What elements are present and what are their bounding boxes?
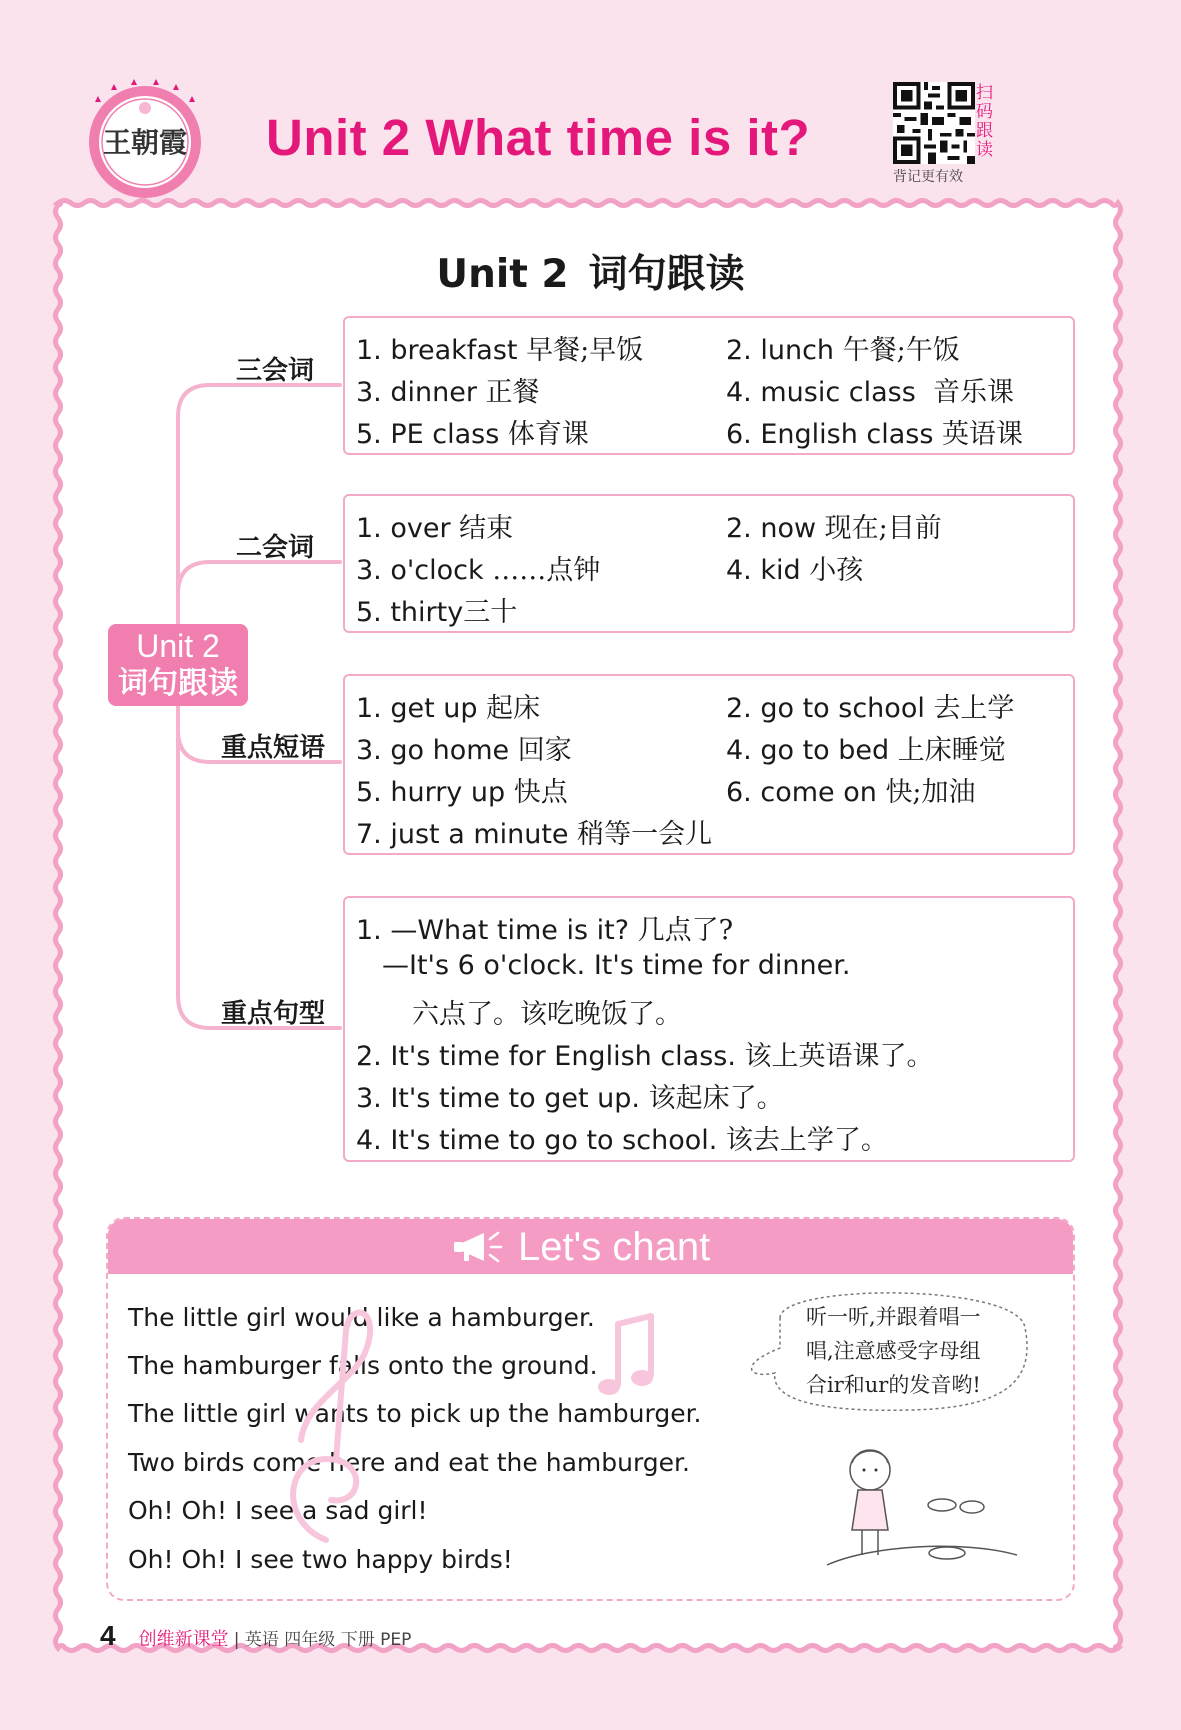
vocab-item: 1. over 结束 — [356, 513, 514, 544]
phrase-item: 7. just a minute 稍等一会儿 — [356, 819, 713, 850]
vocab-item: 4. kid 小孩 — [726, 555, 864, 586]
vocab-item: 3. dinner 正餐 — [356, 377, 540, 408]
chant-line: Oh! Oh! I see two happy birds! — [128, 1545, 513, 1574]
sentence-item: 3. It's time to get up. 该起床了。 — [356, 1083, 784, 1114]
sentence-item: 2. It's time for English class. 该上英语课了。 — [356, 1041, 934, 1072]
qr-caption: 背记更有效 — [893, 169, 963, 185]
chant-line: The little girl would like a hamburger. — [128, 1303, 595, 1332]
phrase-item: 4. go to bed 上床睡觉 — [726, 735, 1006, 766]
qr-code-icon[interactable] — [893, 82, 975, 164]
vocab-item: 3. o'clock ……点钟 — [356, 555, 601, 586]
phrase-item: 3. go home 回家 — [356, 735, 572, 766]
girl-illustration — [822, 1435, 1022, 1585]
bubble-text: 听一听,并跟着唱一 唱,注意感受字母组 合ir和ur的发音哟! — [806, 1305, 981, 1397]
branch-label-two-skill-words: 二会词 — [236, 533, 315, 563]
music-notes-icon — [266, 1290, 686, 1590]
branch-label-three-skill-words: 三会词 — [236, 356, 315, 386]
chant-line: Two birds come here and eat the hamburger. — [128, 1448, 690, 1477]
chant-title: Let's chant — [518, 1225, 711, 1269]
sentence-item: 六点了。该吃晚饭了。 — [412, 999, 682, 1030]
phrase-item: 1. get up 起床 — [356, 693, 541, 724]
branch-label-key-sentences: 重点句型 — [221, 999, 326, 1029]
phrase-item: 6. come on 快;加油 — [726, 777, 976, 808]
qr-scan-label: 扫 码 跟 读 — [976, 83, 993, 160]
vocab-item: 5. thirty三十 — [356, 597, 518, 628]
chant-header — [108, 1219, 1073, 1274]
sentence-item: 1. —What time is it? 几点了? — [356, 915, 734, 946]
chant-line: The hamburger falls onto the ground. — [128, 1351, 598, 1380]
footer-brand: 创维新课堂 — [138, 1629, 229, 1650]
branch-label-key-phrases: 重点短语 — [221, 733, 326, 763]
brand-logo — [84, 78, 206, 200]
phrase-item: 5. hurry up 快点 — [356, 777, 568, 808]
chant-line: The little girl wants to pick up the hamburger. — [128, 1399, 702, 1428]
footer-book-info: | 英语 四年级 下册 PEP — [233, 1630, 412, 1650]
section-title: Unit 2 词句跟读 — [436, 252, 745, 297]
page-number: 4 — [100, 1620, 116, 1651]
sentence-box — [343, 896, 1075, 1162]
chant-line: Oh! Oh! I see a sad girl! — [128, 1496, 428, 1525]
vocab-box-two-skill — [343, 494, 1075, 633]
vocab-box-three-skill — [343, 316, 1075, 455]
page-title: Unit 2 What time is it? — [266, 109, 811, 166]
vocab-item: 5. PE class 体育课 — [356, 419, 589, 450]
vocab-item: 4. music class 音乐课 — [726, 377, 1014, 408]
sentence-item: 4. It's time to go to school. 该去上学了。 — [356, 1125, 888, 1156]
vocab-item: 1. breakfast 早餐;早饭 — [356, 335, 644, 366]
vocab-item: 2. now 现在;目前 — [726, 513, 942, 544]
phrase-box — [343, 674, 1075, 855]
central-topic: Unit 2 词句跟读 — [108, 624, 248, 706]
vocab-item: 2. lunch 午餐;午饭 — [726, 335, 960, 366]
megaphone-icon — [448, 1227, 508, 1267]
page-footer — [100, 1620, 411, 1652]
vocab-item: 6. English class 英语课 — [726, 419, 1024, 450]
logo-text: 王朝霞 — [102, 126, 188, 159]
sentence-item: —It's 6 o'clock. It's time for dinner. — [382, 950, 851, 981]
phrase-item: 2. go to school 去上学 — [726, 693, 1015, 724]
